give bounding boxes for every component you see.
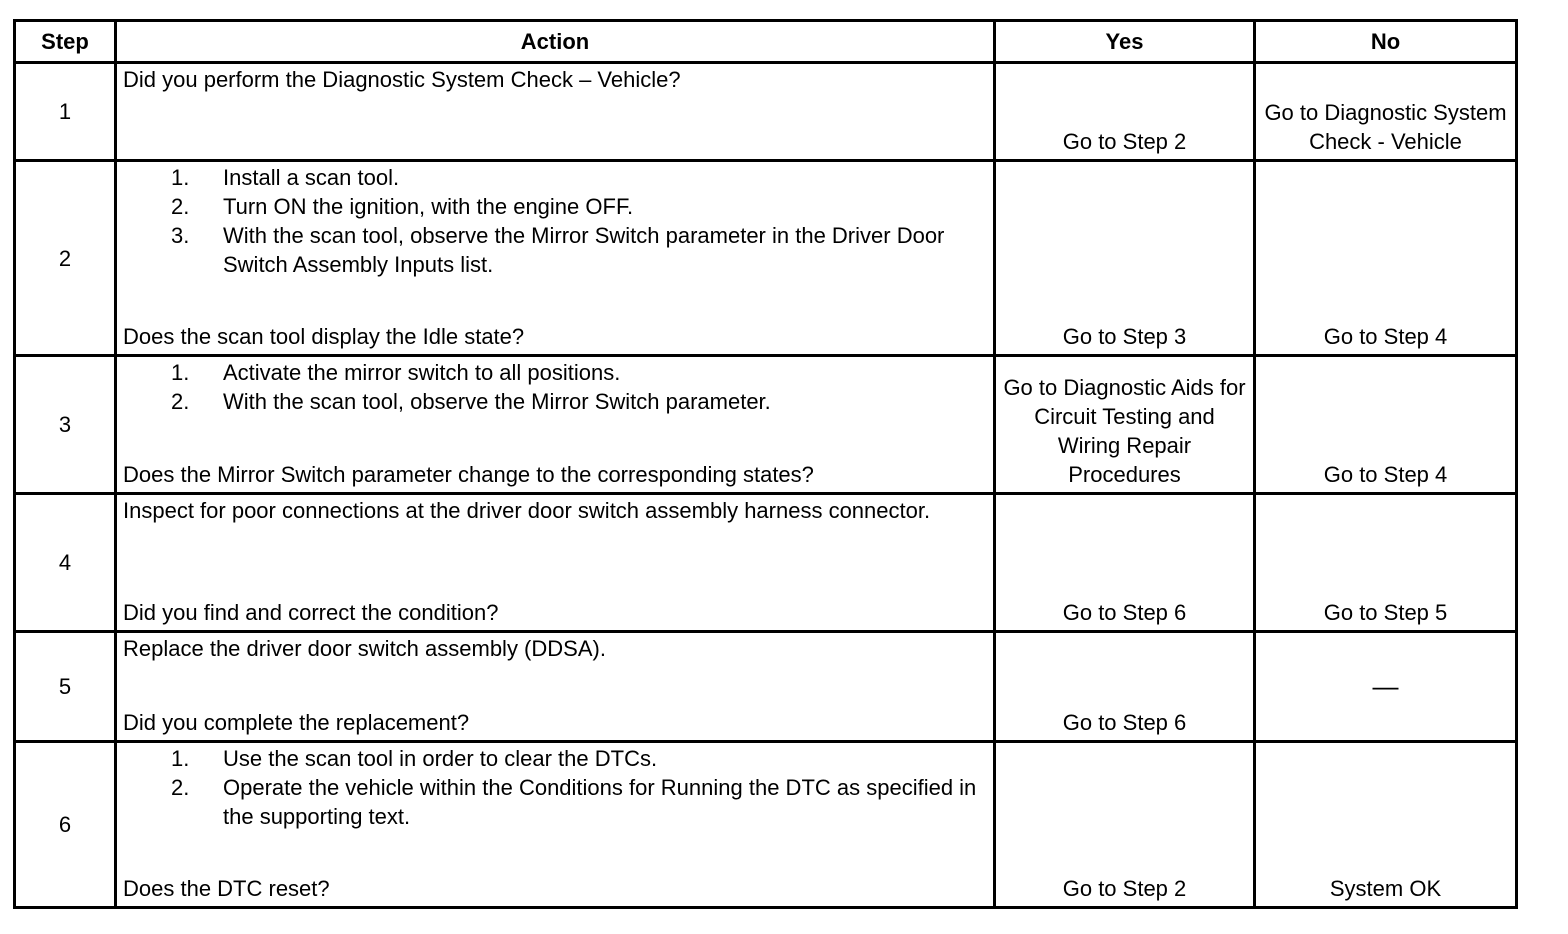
- table-row: [15, 356, 1517, 494]
- action-cell: [116, 356, 995, 494]
- header-yes: Yes: [995, 21, 1255, 63]
- yes-cell: Go to Diagnostic Aids for Circuit Testing and Wiring Repair Procedures: [995, 356, 1255, 494]
- yes-cell: Go to Step 3: [995, 161, 1255, 356]
- list-item: 1. Use the scan tool in order to clear the DTCs.: [171, 746, 658, 771]
- no-cell: System OK: [1255, 742, 1517, 908]
- step-number: 2: [15, 161, 116, 356]
- yes-cell: Go to Step 6: [995, 494, 1255, 632]
- no-cell: Go to Step 4: [1255, 161, 1517, 356]
- step-number: 3: [15, 356, 116, 494]
- yes-cell: Go to Step 6: [995, 632, 1255, 742]
- action-question: Does the Mirror Switch parameter change to the corresponding states?: [123, 462, 814, 487]
- action-text: Did you perform the Diagnostic System Check – Vehicle?: [123, 67, 681, 92]
- yes-cell: Go to Step 2: [995, 63, 1255, 161]
- header-action: Action: [116, 21, 995, 63]
- action-cell: [116, 63, 995, 161]
- action-steps-list: [123, 358, 987, 416]
- table-row: [15, 63, 1517, 161]
- action-steps-list: [123, 744, 987, 831]
- header-step: Step: [15, 21, 116, 63]
- action-cell: [116, 161, 995, 356]
- action-question: Does the scan tool display the Idle state?: [123, 324, 525, 349]
- action-cell: [116, 742, 995, 908]
- action-steps-list: [123, 163, 987, 279]
- step-number: 5: [15, 632, 116, 742]
- step-number: 6: [15, 742, 116, 908]
- header-no: No: [1255, 21, 1517, 63]
- action-cell: [116, 632, 995, 742]
- step-number: 1: [15, 63, 116, 161]
- table-row: [15, 632, 1517, 742]
- table-row: [15, 161, 1517, 356]
- action-cell: [116, 494, 995, 632]
- table-row: [15, 742, 1517, 908]
- no-cell: Go to Step 4: [1255, 356, 1517, 494]
- action-question: Did you complete the replacement?: [123, 710, 470, 735]
- action-text: Inspect for poor connections at the driver door switch assembly harness connector.: [123, 498, 931, 523]
- action-question: Does the DTC reset?: [123, 876, 330, 901]
- diagnostic-table: [13, 19, 1518, 909]
- list-item: 1. Activate the mirror switch to all positions.: [171, 360, 621, 385]
- action-text: Replace the driver door switch assembly (DDSA).: [123, 636, 606, 661]
- no-cell: Go to Step 5: [1255, 494, 1517, 632]
- no-cell: Go to Diagnostic System Check - Vehicle: [1255, 63, 1517, 161]
- table-row: [15, 494, 1517, 632]
- header-row: [15, 21, 1517, 63]
- list-item: 3. With the scan tool, observe the Mirror Switch parameter in the Driver Door Switch Assembly Inputs list.: [171, 223, 945, 277]
- action-question: Did you find and correct the condition?: [123, 600, 499, 625]
- list-item: 1. Install a scan tool.: [171, 165, 400, 190]
- yes-cell: Go to Step 2: [995, 742, 1255, 908]
- list-item: 2. Turn ON the ignition, with the engine OFF.: [171, 194, 634, 219]
- list-item: 2. Operate the vehicle within the Conditions for Running the DTC as specified in the supporting text.: [171, 775, 977, 829]
- no-cell: —: [1255, 632, 1517, 742]
- list-item: 2. With the scan tool, observe the Mirror Switch parameter.: [171, 389, 771, 414]
- step-number: 4: [15, 494, 116, 632]
